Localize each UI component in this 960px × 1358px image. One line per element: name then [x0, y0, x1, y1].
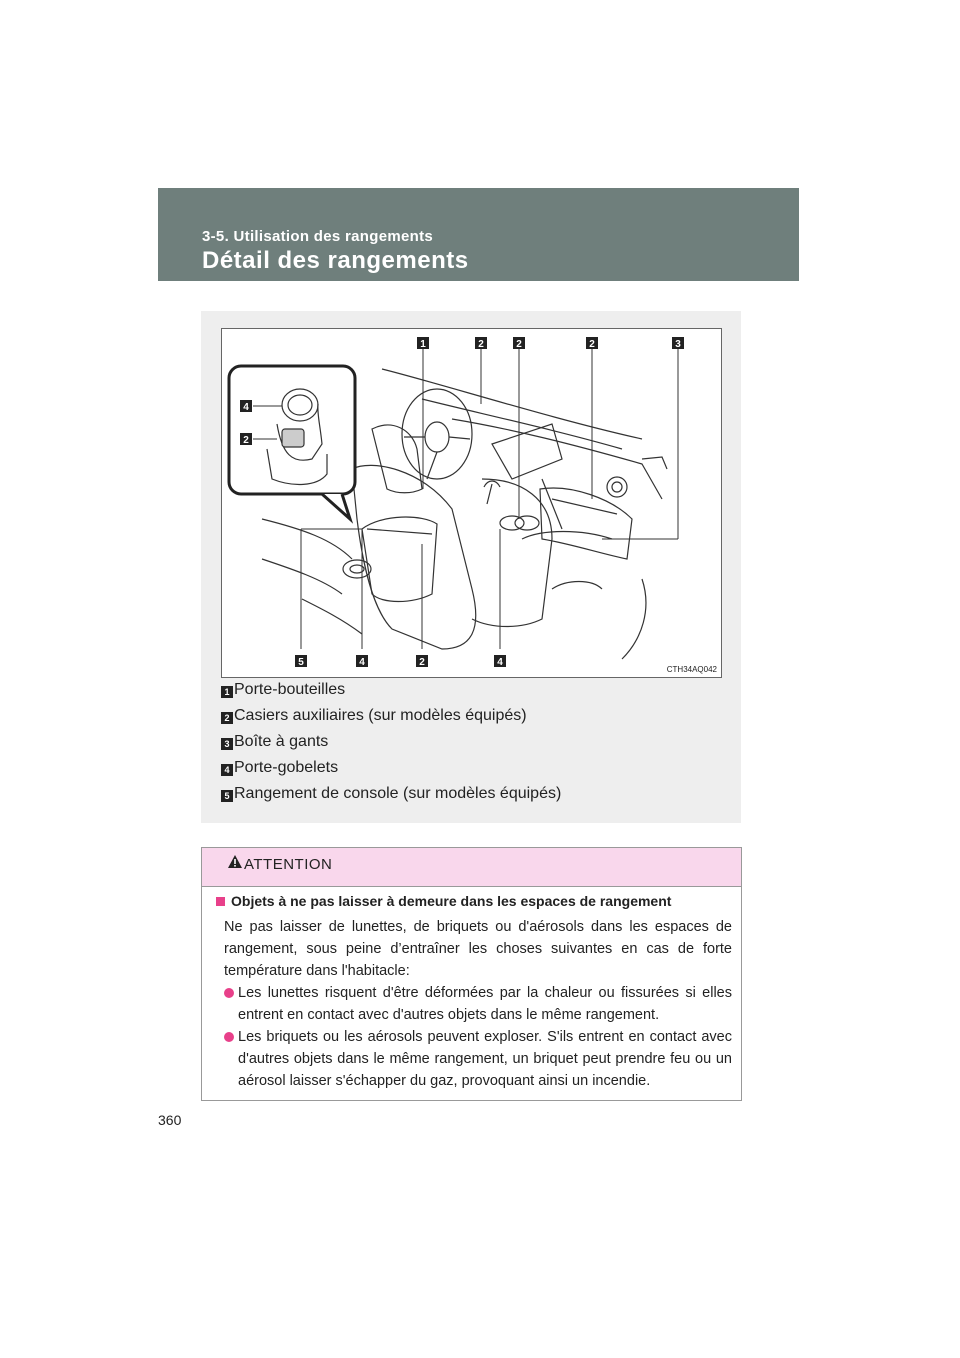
- page-title: Détail des rangements: [202, 247, 469, 274]
- warning-body: Ne pas laisser de lunettes, de briquets ou d'aérosols dans les espaces de rangement, sous peine d’entraîner les choses suivantes en cas de forte température dans l'habitacle:: [224, 919, 732, 979]
- callout-top-4: 2: [589, 339, 595, 350]
- warning-triangle-icon: [227, 854, 243, 869]
- circle-bullet-icon: [224, 988, 234, 998]
- callout-bottom-1: 5: [298, 657, 304, 668]
- legend-number-badge: 3: [221, 738, 233, 750]
- callout-top-3: 2: [516, 339, 522, 350]
- circle-bullet-icon: [224, 1032, 234, 1042]
- driver-seat: [352, 465, 476, 649]
- callout-top-2: 2: [478, 339, 484, 350]
- callout-bottom-3: 2: [419, 657, 425, 668]
- figure-code: CTH34AQ042: [666, 665, 717, 674]
- cup-holder-front-1: [500, 516, 524, 530]
- page-number: 360: [158, 1112, 182, 1128]
- legend-text: Boîte à gants: [234, 733, 329, 750]
- gear-shift: [484, 481, 500, 504]
- dashboard-top-line: [382, 369, 642, 439]
- warning-bullet: [224, 982, 732, 1026]
- glove-box-outline: [540, 488, 632, 559]
- warning-bullet-text: Les briquets ou les aérosols peuvent exploser. S'ils entrent en contact avec d'autres objets dans le même rangement, un briquet peut prendre feu ou un aérosol laisser s'échapper du gaz, provoquant ainsi un incendie.: [238, 1029, 732, 1089]
- car-interior-illustration: [221, 328, 722, 678]
- warning-subtitle: [216, 893, 671, 909]
- legend-number-badge: 5: [221, 790, 233, 802]
- warning-box: [201, 847, 742, 1101]
- callout-bottom-4: 4: [497, 657, 503, 668]
- callout-inset-1: 4: [243, 402, 249, 413]
- legend-number-badge: 1: [221, 686, 233, 698]
- legend-text: Rangement de console (sur modèles équipés): [234, 785, 562, 802]
- warning-bullet-text: Les lunettes risquent d'être déformées par la chaleur ou fissurées si elles entrent en contact avec d'autres objets dans le même rangement.: [238, 985, 732, 1023]
- legend-text: Porte-gobelets: [234, 759, 339, 776]
- center-display: [492, 424, 562, 479]
- driver-headrest: [372, 425, 422, 493]
- callout-inset-2: 2: [243, 435, 249, 446]
- warning-subtitle-text: Objets à ne pas laisser à demeure dans les espaces de rangement: [231, 893, 672, 909]
- legend-number-badge: 2: [221, 712, 233, 724]
- warning-header: [202, 848, 741, 887]
- cup-holder-rear: [343, 560, 371, 578]
- callout-top-1: 1: [420, 339, 426, 350]
- warning-title: ATTENTION: [244, 856, 333, 873]
- warning-bullet: [224, 1026, 732, 1092]
- legend-text: Casiers auxiliaires (sur modèles équipés): [234, 707, 527, 724]
- callout-top-5: 3: [675, 339, 681, 350]
- chapter-header: [158, 188, 799, 281]
- legend-number-badge: 4: [221, 764, 233, 776]
- callout-bottom-2: 4: [359, 657, 365, 668]
- interior-line-drawing: [222, 329, 721, 677]
- square-bullet-icon: [216, 897, 225, 906]
- air-vent: [607, 477, 627, 497]
- legend-text: Porte-bouteilles: [234, 681, 346, 698]
- section-label: 3-5. Utilisation des rangements: [202, 228, 434, 245]
